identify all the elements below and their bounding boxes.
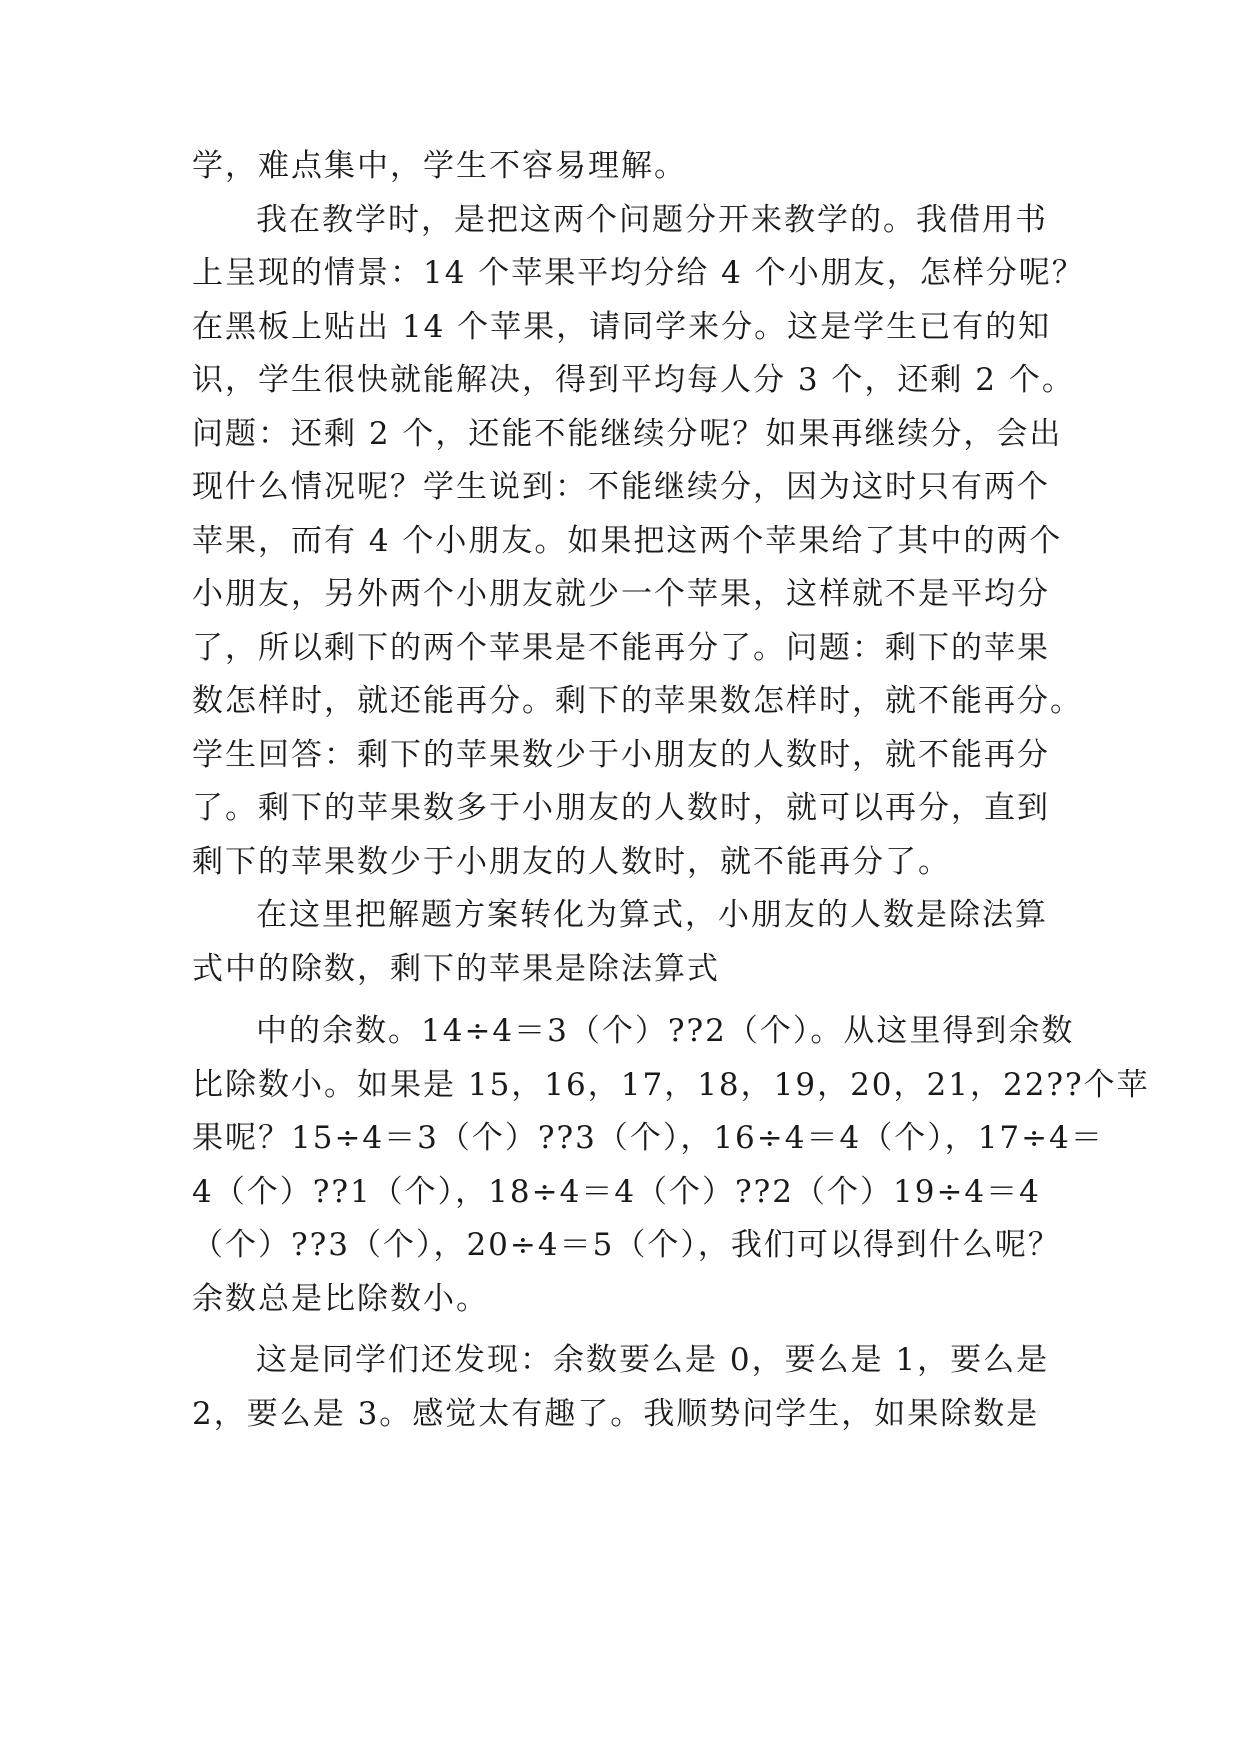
text-line-21: （个）??3（个），20÷4＝5（个），我们可以得到什么呢？ xyxy=(192,1227,1061,1263)
text-line-16: 式中的除数，剩下的苹果是除法算式 xyxy=(192,951,720,987)
text-line-5: 识，学生很快就能解决，得到平均每人分 3 个，还剩 2 个。 xyxy=(192,362,1075,398)
text-line-1: 学，难点集中，学生不容易理解。 xyxy=(192,148,687,184)
text-line-14: 剩下的苹果数少于小朋友的人数时，就不能再分了。 xyxy=(192,844,951,880)
text-line-18: 比除数小。如果是 15，16，17，18，19，20，21，22??个苹 xyxy=(192,1067,1150,1103)
text-line-6: 问题：还剩 2 个，还能不能继续分呢？如果再继续分，会出 xyxy=(192,416,1063,452)
text-line-22: 余数总是比除数小。 xyxy=(192,1281,489,1317)
text-line-23: 这是同学们还发现：余数要么是 0，要么是 1，要么是 xyxy=(256,1342,1050,1378)
text-line-19: 果呢？15÷4＝3（个）??3（个），16÷4＝4（个），17÷4＝ xyxy=(192,1120,1104,1156)
text-line-4: 在黑板上贴出 14 个苹果，请同学来分。这是学生已有的知 xyxy=(192,309,1052,345)
text-line-15: 在这里把解题方案转化为算式，小朋友的人数是除法算 xyxy=(256,897,1048,933)
text-line-3: 上呈现的情景：14 个苹果平均分给 4 个小朋友，怎样分呢？ xyxy=(192,255,1085,291)
text-line-9: 小朋友，另外两个小朋友就少一个苹果，这样就不是平均分 xyxy=(192,576,1050,612)
text-line-8: 苹果，而有 4 个小朋友。如果把这两个苹果给了其中的两个 xyxy=(192,523,1063,559)
text-line-17: 中的余数。14÷4＝3（个）??2（个）。从这里得到余数 xyxy=(256,1013,1075,1049)
text-line-13: 了。剩下的苹果数多于小朋友的人数时，就可以再分，直到 xyxy=(192,790,1050,826)
text-line-7: 现什么情况呢？学生说到：不能继续分，因为这时只有两个 xyxy=(192,469,1050,505)
text-line-11: 数怎样时，就还能再分。剩下的苹果数怎样时，就不能再分。 xyxy=(192,683,1083,719)
text-line-20: 4（个）??1（个），18÷4＝4（个）??2（个）19÷4＝4 xyxy=(192,1174,1041,1210)
text-line-24: 2，要么是 3。感觉太有趣了。我顺势问学生，如果除数是 xyxy=(192,1396,1040,1432)
text-line-10: 了，所以剩下的两个苹果是不能再分了。问题：剩下的苹果 xyxy=(192,630,1050,666)
text-line-2: 我在教学时，是把这两个问题分开来教学的。我借用书 xyxy=(256,202,1048,238)
text-line-12: 学生回答：剩下的苹果数少于小朋友的人数时，就不能再分 xyxy=(192,737,1050,773)
